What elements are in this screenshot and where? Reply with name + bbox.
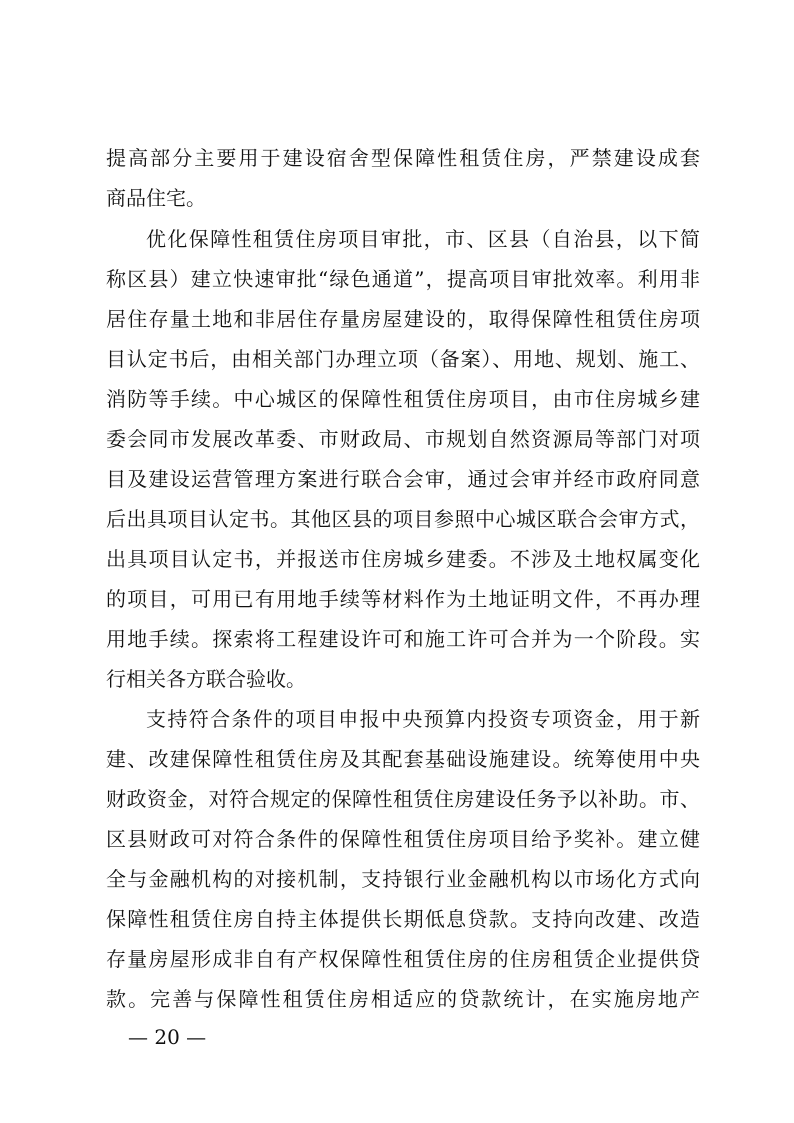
paragraph-2-line-3: 居住存量土地和非居住存量房屋建设的，取得保障性租赁住房项 [106,307,700,331]
paragraph-3-line-6: 保障性租赁住房自持主体提供长期低息贷款。支持向改建、改造 [106,907,700,931]
paragraph-3-line-5: 全与金融机构的对接机制，支持银行业金融机构以市场化方式向 [106,867,700,891]
paragraph-3-line-7: 存量房屋形成非自有产权保障性租赁住房的住房租赁企业提供贷 [106,947,700,971]
paragraph-2-line-1: 优化保障性租赁住房项目审批，市、区县（自治县，以下简 [146,227,700,251]
paragraph-2-line-6: 委会同市发展改革委、市财政局、市规划自然资源局等部门对项 [106,427,700,451]
paragraph-3-line-1: 支持符合条件的项目申报中央预算内投资专项资金，用于新 [146,707,700,731]
paragraph-2-line-5: 消防等手续。中心城区的保障性租赁住房项目，由市住房城乡建 [106,387,700,411]
paragraph-3-line-2: 建、改建保障性租赁住房及其配套基础设施建设。统筹使用中央 [106,747,700,771]
paragraph-1-line-2: 商品住宅。 [106,186,206,210]
paragraph-2-line-10: 的项目，可用已有用地手续等材料作为土地证明文件，不再办理 [106,587,700,611]
paragraph-2-line-4: 目认定书后，由相关部门办理立项（备案）、用地、规划、施工、 [106,347,700,371]
paragraph-1-line-1: 提高部分主要用于建设宿舍型保障性租赁住房，严禁建设成套 [106,146,700,170]
paragraph-2-line-12: 行相关各方联合验收。 [106,667,306,691]
paragraph-3-line-3: 财政资金，对符合规定的保障性租赁住房建设任务予以补助。市、 [106,787,700,811]
page-number: — 20 — [128,1025,207,1049]
paragraph-3-line-4: 区县财政可对符合条件的保障性租赁住房项目给予奖补。建立健 [106,827,700,851]
paragraph-2-line-7: 目及建设运营管理方案进行联合会审，通过会审并经市政府同意 [106,467,700,491]
paragraph-2-line-8: 后出具项目认定书。其他区县的项目参照中心城区联合会审方式， [106,507,700,531]
paragraph-2-line-2: 称区县）建立快速审批“绿色通道”，提高项目审批效率。利用非 [106,267,700,291]
paragraph-2-line-11: 用地手续。探索将工程建设许可和施工许可合并为一个阶段。实 [106,627,700,651]
paragraph-3-line-8: 款。完善与保障性租赁住房相适应的贷款统计，在实施房地产 [106,987,700,1011]
paragraph-2-line-9: 出具项目认定书，并报送市住房城乡建委。不涉及土地权属变化 [106,547,700,571]
